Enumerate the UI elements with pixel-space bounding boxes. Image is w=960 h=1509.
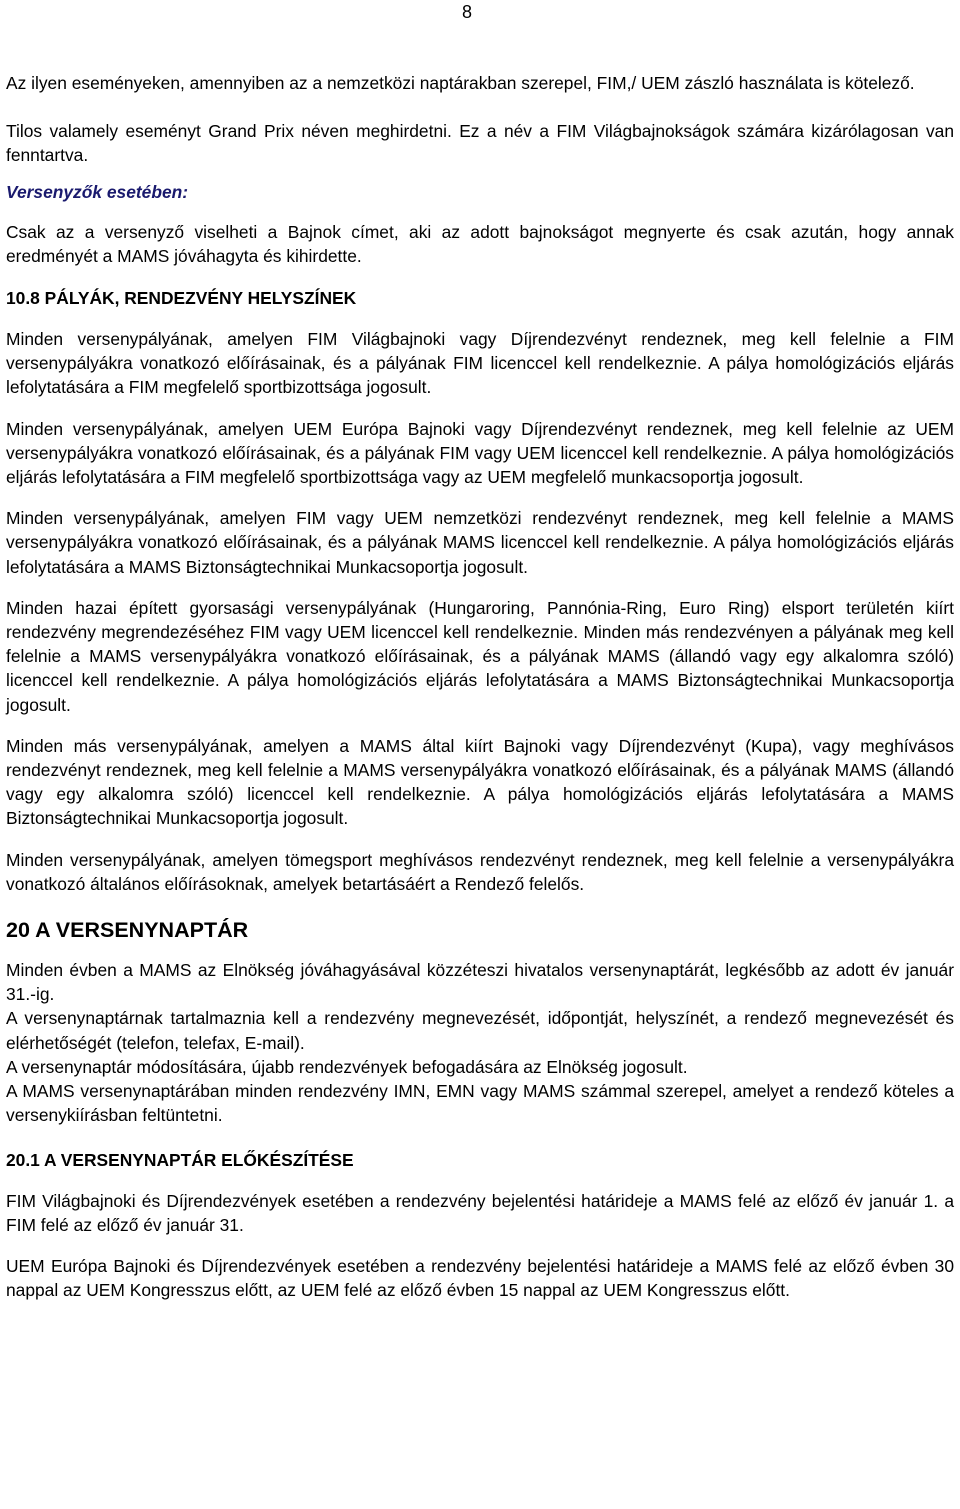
section-heading-10-8: 10.8 PÁLYÁK, RENDEZVÉNY HELYSZÍNEK: [6, 288, 357, 309]
paragraph-fim-deadline: FIM Világbajnoki és Díjrendezvények esetében a rendezvény bejelentési határideje a MAMS felé az előző év január 1. a FIM felé az előző év január 31.: [6, 1190, 954, 1235]
subheading-riders: Versenyzők esetében:: [6, 181, 189, 202]
page-number: 8: [462, 2, 473, 22]
paragraph-other-tracks: Minden más versenypályának, amelyen a MAMS által kiírt Bajnoki vagy Díjrendezvényt (Kupa), vagy meghívásos rendezvényt rendeznek, meg kell felelnie a MAMS versenypályákra vonatkozó előírásainak, és a pályának MAMS (állandó vagy egy alkalomra szóló) licenccel kell rendelkeznie. A pálya homológizációs eljárás lefolytatására a MAMS Biztonságtechnikai Munkacsoportja jogosult.: [6, 735, 954, 829]
page-content: [6, 71, 954, 1302]
section-heading-20-1: 20.1 A VERSENYNAPTÁR ELŐKÉSZÍTÉSE: [6, 1149, 354, 1170]
paragraph-mass-sport-tracks: Minden versenypályának, amelyen tömegsport meghívásos rendezvényt rendeznek, meg kell felelnie a versenypályákra vonatkozó általános előírásoknak, amelyek betartásáért a Rendező felelős.: [6, 849, 954, 894]
paragraph-champion-title: Csak az a versenyző viselheti a Bajnok címet, aki az adott bajnokságot megnyerte és csak azután, hogy annak eredményét a MAMS jóváhagyta és kihirdette.: [6, 221, 954, 266]
paragraph-international-tracks: Minden versenypályának, amelyen FIM vagy UEM nemzetközi rendezvényt rendeznek, meg kell felelnie a MAMS versenypályákra vonatkozó előírásainak, és a pályának MAMS licenccel kell rendelkeznie. A pálya homológizációs eljárás lefolytatására a MAMS Biztonságtechnikai Munkacsoportja jogosult.: [6, 508, 954, 577]
paragraph-flag-usage: Az ilyen eseményeken, amennyiben az a nemzetközi naptárakban szerepel, FIM,/ UEM zászló használata is kötelező.: [6, 73, 915, 93]
paragraph-fim-tracks: Minden versenypályának, amelyen FIM Világbajnoki vagy Díjrendezvényt rendeznek, meg kell felelnie a FIM versenypályákra vonatkozó előírásainak, és a pályának FIM licenccel kell rendelkeznie. A pálya homológizációs eljárás lefolytatására a FIM megfelelő sportbizottsága jogosult.: [6, 329, 954, 398]
paragraph-calendar-contents: A versenynaptárnak tartalmaznia kell a rendezvény megnevezését, időpontját, helyszínét, a rendező megnevezését és elérhetőségét (telefon, telefax, E-mail).: [6, 1008, 954, 1053]
paragraph-uem-deadline: UEM Európa Bajnoki és Díjrendezvények esetében a rendezvény bejelentési határideje a MAMS felé az előző évben 30 nappal az UEM Kongresszus előtt, az UEM felé az előző évben 15 nappal az UEM Kongresszus előtt.: [6, 1255, 954, 1301]
paragraph-calendar-numbering: A MAMS versenynaptárában minden rendezvény IMN, EMN vagy MAMS számmal szerepel, amelyet a rendező köteles a versenykiírásban feltüntetni.: [6, 1081, 954, 1126]
paragraph-grand-prix: Tilos valamely eseményt Grand Prix néven meghirdetni. Ez a név a FIM Világbajnokságok számára kizárólagosan van fenntartva.: [6, 121, 954, 166]
paragraph-uem-tracks: Minden versenypályának, amelyen UEM Európa Bajnoki vagy Díjrendezvényt rendeznek, meg kell felelnie az UEM versenypályákra vonatkozó előírásainak, és a pályának FIM vagy UEM licenccel kell rendelkeznie. A pálya homológizációs eljárás lefolytatására a FIM megfelelő sportbizottsága vagy az UEM megfelelő munkacsoportja jogosult.: [6, 418, 954, 488]
section-heading-20: 20 A VERSENYNAPTÁR: [6, 918, 249, 943]
paragraph-calendar-publish: Minden évben a MAMS az Elnökség jóváhagyásával közzéteszi hivatalos versenynaptárát, legkésőbb az adott év január 31.-ig.: [6, 960, 954, 1005]
paragraph-calendar-modification: A versenynaptár módosítására, újabb rendezvények befogadására az Elnökség jogosult.: [6, 1056, 688, 1077]
paragraph-domestic-tracks: Minden hazai épített gyorsasági versenypályának (Hungaroring, Pannónia-Ring, Euro Ring) elsport területén kiírt rendezvény megrendezéséhez FIM vagy UEM licenccel kell rendelkeznie. Minden más rendezvényen a pályának meg kell felelnie a MAMS versenypályákra vonatkozó előírásainak, és a pályának MAMS (állandó vagy egy alkalomra szóló) licenccel kell rendelkeznie. A pálya homológizációs eljárás lefolytatására a MAMS Biztonságtechnikai Munkacsoportja jogosult.: [6, 597, 954, 715]
